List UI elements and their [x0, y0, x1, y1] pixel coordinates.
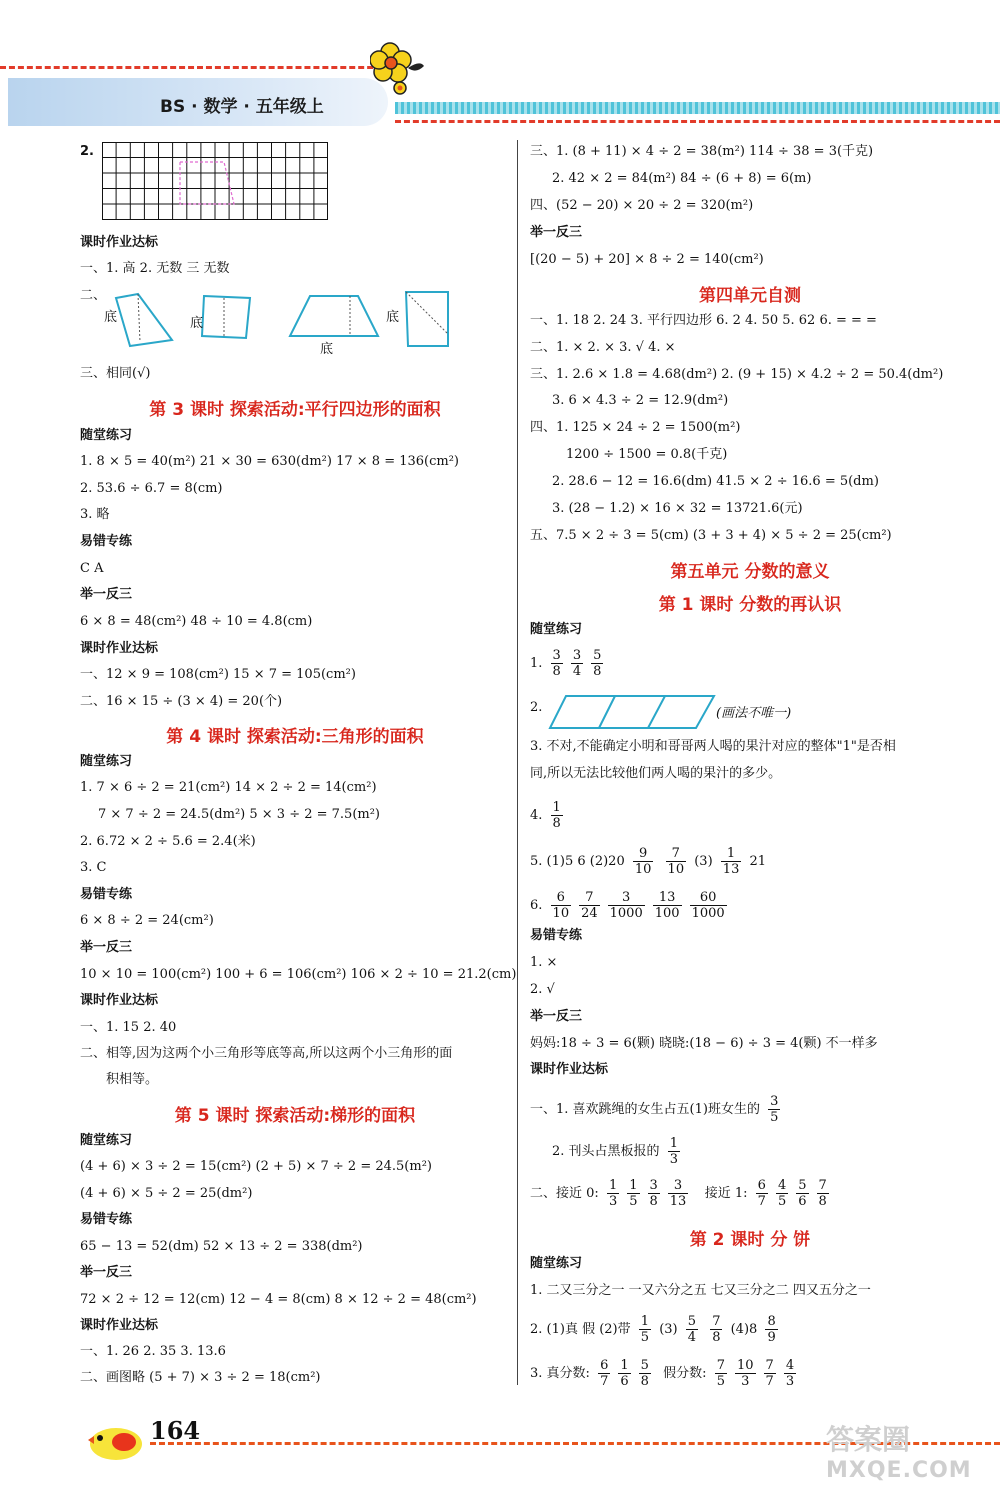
denominator: 8	[593, 664, 602, 679]
denominator: 3	[669, 1152, 678, 1167]
numerator: 3	[608, 890, 645, 906]
numerator: 9	[633, 846, 654, 862]
item-text: 2. 刊头占黑板报的	[552, 1144, 660, 1159]
fraction	[551, 890, 572, 921]
answer-line	[530, 700, 542, 716]
item-text: 接近 1:	[704, 1186, 748, 1201]
answer-line: C A	[80, 561, 104, 576]
fraction	[764, 1094, 784, 1125]
fraction	[776, 1178, 788, 1209]
fraction	[579, 890, 600, 921]
denominator: 3	[741, 1374, 750, 1389]
numerator: 5	[798, 1178, 807, 1193]
fraction	[591, 648, 603, 679]
fraction	[618, 1358, 630, 1389]
fraction	[571, 648, 583, 679]
numerator: 7	[712, 1314, 721, 1329]
fraction	[668, 1178, 689, 1209]
fraction	[686, 1314, 698, 1345]
numerator: 3	[770, 1094, 779, 1109]
numerator: 1	[620, 1358, 629, 1373]
fraction-group	[711, 1358, 800, 1389]
numerator: 1	[629, 1178, 638, 1193]
answer-line: 五、7.5 × 2 ÷ 3 = 5(cm) (3 + 3 + 4) × 5 ÷ 2 = 25(cm²)	[530, 528, 892, 543]
answer-line: 2. 28.6 − 12 = 16.6(dm) 41.5 × 2 ÷ 16.6 = 5(dm)	[552, 474, 879, 489]
item-1: 1.	[530, 656, 543, 671]
answer-line: [(20 − 5) + 20] × 8 ÷ 2 = 140(cm²)	[530, 252, 764, 267]
answer-line: 二、	[80, 288, 107, 303]
numerator: 6	[551, 890, 572, 906]
numerator: 3	[552, 648, 561, 663]
denominator: 1000	[691, 906, 725, 921]
fraction	[768, 1094, 780, 1125]
fraction	[710, 1314, 722, 1345]
header-title: BS · 数学 · 五年级上	[160, 97, 324, 117]
fraction-group	[547, 800, 567, 831]
answer-line: 三、相同(√)	[80, 366, 151, 381]
label-base: 底	[104, 310, 118, 325]
denominator: 8	[552, 664, 561, 679]
section-label: 随堂练习	[530, 622, 583, 637]
numerator: 1	[608, 1178, 618, 1193]
section-label: 举一反三	[80, 940, 133, 955]
denominator: 6	[620, 1374, 629, 1389]
answer-line	[530, 800, 567, 831]
answer-line	[530, 1178, 833, 1209]
label-base: 底	[320, 342, 334, 357]
numerator: 7	[818, 1178, 827, 1193]
answer-line: 2. 53.6 ÷ 6.7 = 8(cm)	[80, 481, 223, 496]
flower-icon	[370, 42, 426, 102]
answer-line: 1. 7 × 6 ÷ 2 = 21(cm²) 14 × 2 ÷ 2 = 14(cm²)	[80, 780, 377, 795]
section-label: 易错专练	[80, 887, 133, 902]
fraction	[639, 1314, 651, 1345]
fraction	[796, 1178, 808, 1209]
numerator: 4	[785, 1358, 795, 1373]
lesson-heading: 第 3 课时 探索活动:平行四边形的面积	[149, 400, 441, 420]
grid-figure	[102, 142, 328, 220]
fraction-group	[752, 1178, 833, 1209]
item-5-a: 5. (1)5 6 (2)20	[530, 854, 625, 869]
section-label: 举一反三	[80, 1265, 133, 1280]
answer-line: 3. C	[80, 860, 107, 875]
fraction-group	[603, 1178, 692, 1209]
section-label: 易错专练	[80, 1212, 133, 1227]
numerator: 3	[668, 1178, 689, 1194]
numerator: 5	[640, 1358, 649, 1373]
denominator: 7	[765, 1374, 774, 1389]
fraction	[633, 846, 654, 877]
answer-line: 一、1. 高 2. 无数 三 无数	[80, 261, 230, 276]
denominator: 13	[669, 1194, 687, 1209]
denominator: 8	[818, 1194, 827, 1209]
section-label: 课时作业达标	[530, 1062, 609, 1077]
numerator: 4	[777, 1178, 787, 1193]
fraction	[817, 1178, 829, 1209]
item-2: 2.	[530, 700, 543, 715]
bird-icon	[82, 1418, 148, 1462]
answer-line: 二、16 × 15 ÷ (3 × 4) = 20(个)	[80, 694, 283, 709]
answer-line: 妈妈:18 ÷ 3 = 6(颗) 晓晓:(18 − 6) ÷ 3 = 4(颗) 不一样多	[530, 1036, 878, 1051]
item-5-b: (3)	[694, 854, 713, 869]
answer-line	[530, 1094, 784, 1125]
drawing-note: (画法不唯一)	[716, 706, 792, 721]
fraction-group	[547, 648, 608, 679]
answer-line: 2. √	[530, 982, 555, 997]
answer-line: 二、1. × 2. × 3. √ 4. ×	[530, 340, 676, 355]
answer-line: 一、1. 18 2. 24 3. 平行四边形 6. 2 4. 50 5. 62 6. = = =	[530, 313, 877, 328]
section-label: 随堂练习	[530, 1256, 583, 1271]
parallelogram-figure	[548, 694, 718, 730]
fraction	[764, 1358, 776, 1389]
watermark: 答案圈	[826, 1423, 911, 1456]
header-dashed-line	[0, 66, 400, 69]
item-text: 假分数:	[663, 1366, 707, 1381]
item-text: 2. (1)真 假 (2)带	[530, 1322, 631, 1337]
fraction	[639, 1358, 651, 1389]
answer-line	[530, 648, 607, 679]
fraction	[761, 1314, 781, 1345]
answer-line: 3. 6 × 4.3 ÷ 2 = 12.9(dm²)	[552, 393, 729, 408]
fraction	[668, 1136, 680, 1167]
label-base: 底	[386, 310, 400, 325]
answer-line: 三、1. (8 + 11) × 4 ÷ 2 = 38(m²) 114 ÷ 38 = 3(千克)	[530, 144, 874, 159]
item-text: (3)	[659, 1322, 678, 1337]
answer-line: 2. 6.72 × 2 ÷ 5.6 = 2.4(米)	[80, 834, 256, 849]
denominator: 24	[581, 906, 598, 921]
numerator: 3	[572, 648, 582, 663]
shapes-figure	[100, 288, 480, 360]
denominator: 3	[608, 1194, 618, 1209]
denominator: 5	[629, 1194, 638, 1209]
section-label: 举一反三	[80, 587, 133, 602]
fraction	[635, 1314, 655, 1345]
answer-line: 3. 略	[80, 507, 110, 522]
section-label: 课时作业达标	[80, 1318, 159, 1333]
denominator: 5	[716, 1374, 725, 1389]
fraction	[653, 890, 682, 921]
fraction-group	[594, 1358, 655, 1389]
section-label: 课时作业达标	[80, 641, 159, 656]
answer-line: 二、相等,因为这两个小三角形等底等高,所以这两个小三角形的面	[80, 1046, 453, 1061]
numerator: 1	[552, 800, 561, 815]
item-6: 6.	[530, 898, 543, 913]
item-text: (4)8	[730, 1322, 758, 1337]
answer-line: 一、12 × 9 = 108(cm²) 15 × 7 = 105(cm²)	[80, 667, 356, 682]
answer-line	[530, 890, 731, 921]
answer-line	[552, 1136, 684, 1167]
watermark-url: MXQE.COM	[826, 1458, 972, 1483]
denominator: 8	[640, 1374, 649, 1389]
numerator: 6	[600, 1358, 609, 1373]
answer-line	[530, 1314, 782, 1345]
denominator: 10	[552, 906, 570, 921]
item-5-c: 21	[749, 854, 767, 869]
fraction	[706, 1314, 726, 1345]
answer-line	[530, 1358, 800, 1389]
answer-line: 6 × 8 = 48(cm²) 48 ÷ 10 = 4.8(cm)	[80, 614, 313, 629]
unit-heading: 第五单元 分数的意义	[670, 562, 830, 582]
label-base: 底	[190, 316, 204, 331]
numerator: 10	[736, 1358, 754, 1373]
answer-line: 1. ×	[530, 955, 558, 970]
section-label: 随堂练习	[80, 1133, 133, 1148]
numerator: 8	[767, 1314, 776, 1329]
numerator: 3	[649, 1178, 658, 1193]
denominator: 10	[667, 862, 685, 877]
denominator: 13	[722, 862, 740, 877]
numerator: 7	[579, 890, 600, 906]
section-label: 随堂练习	[80, 428, 133, 443]
section-label: 课时作业达标	[80, 993, 159, 1008]
numerator: 7	[765, 1358, 774, 1373]
answer-line: 7 × 7 ÷ 2 = 24.5(dm²) 5 × 3 ÷ 2 = 7.5(m²)	[98, 807, 381, 822]
column-divider	[517, 140, 518, 1385]
denominator: 8	[712, 1330, 721, 1345]
answer-line: 一、1. 15 2. 40	[80, 1020, 177, 1035]
answer-line: 2. 42 × 2 = 84(m²) 84 ÷ (6 + 8) = 6(m)	[552, 171, 812, 186]
denominator: 4	[572, 664, 582, 679]
numerator: 1	[640, 1314, 650, 1329]
fraction	[682, 1314, 702, 1345]
unit-heading: 第四单元自测	[699, 286, 801, 306]
answer-line: 72 × 2 ÷ 12 = 12(cm) 12 − 4 = 8(cm) 8 × 12 ÷ 2 = 48(cm²)	[80, 1292, 477, 1307]
fraction	[765, 1314, 777, 1345]
fraction	[784, 1358, 796, 1389]
denominator: 8	[649, 1194, 658, 1209]
numerator: 5	[593, 648, 602, 663]
answer-line: 10 × 10 = 100(cm²) 100 + 6 = 106(cm²) 106 × 2 ÷ 10 = 21.2(cm)	[80, 967, 517, 982]
fraction	[648, 1178, 660, 1209]
lesson-heading: 第 5 课时 探索活动:梯形的面积	[174, 1106, 416, 1126]
denominator: 7	[757, 1194, 766, 1209]
fraction	[551, 648, 563, 679]
answer-line: 同,所以无法比较他们两人喝的果汁的多少。	[530, 766, 782, 781]
item-4: 4.	[530, 808, 543, 823]
answer-line: 一、1. 26 2. 35 3. 13.6	[80, 1344, 226, 1359]
fraction-group	[547, 890, 731, 921]
fraction	[666, 846, 687, 877]
fraction	[715, 1358, 727, 1389]
page-number: 164	[150, 1416, 201, 1445]
item-2: 2.	[80, 144, 94, 159]
numerator: 5	[687, 1314, 697, 1329]
fraction	[662, 846, 691, 877]
denominator: 8	[552, 816, 561, 831]
answer-line: 65 − 13 = 52(dm) 52 × 13 ÷ 2 = 338(dm²)	[80, 1239, 363, 1254]
header-stripe	[395, 102, 1000, 114]
fraction	[608, 890, 645, 921]
lesson-heading: 第 2 课时 分 饼	[689, 1230, 811, 1250]
answer-line: (4 + 6) × 5 ÷ 2 = 25(dm²)	[80, 1186, 253, 1201]
denominator: 1000	[609, 906, 643, 921]
lesson-heading: 第 1 课时 分数的再认识	[658, 595, 842, 615]
answer-line: 四、1. 125 × 24 ÷ 2 = 1500(m²)	[530, 420, 741, 435]
numerator: 13	[653, 890, 682, 906]
fraction	[756, 1178, 768, 1209]
denominator: 5	[777, 1194, 787, 1209]
item-text: 3. 真分数:	[530, 1366, 590, 1381]
numerator: 6	[757, 1178, 766, 1193]
fraction	[629, 846, 658, 877]
answer-line: 3. (28 − 1.2) × 16 × 32 = 13721.6(元)	[552, 501, 803, 516]
answer-line: 6 × 8 ÷ 2 = 24(cm²)	[80, 913, 214, 928]
answer-line: (4 + 6) × 3 ÷ 2 = 15(cm²) (2 + 5) × 7 ÷ 2 = 24.5(m²)	[80, 1159, 432, 1174]
fraction	[551, 800, 563, 831]
section-label: 举一反三	[530, 225, 583, 240]
fraction	[717, 846, 746, 877]
numerator: 60	[690, 890, 727, 906]
page-header	[0, 0, 1000, 140]
answer-line	[530, 846, 766, 877]
denominator: 6	[798, 1194, 807, 1209]
fraction	[735, 1358, 756, 1389]
answer-line: 四、(52 − 20) × 20 ÷ 2 = 320(m²)	[530, 198, 754, 213]
section-label: 课时作业达标	[80, 235, 159, 250]
denominator: 100	[654, 906, 680, 921]
section-label: 易错专练	[80, 534, 133, 549]
fraction	[607, 1178, 619, 1209]
denominator: 5	[770, 1110, 779, 1125]
answer-line: 二、画图略 (5 + 7) × 3 ÷ 2 = 18(cm²)	[80, 1370, 321, 1385]
denominator: 10	[634, 862, 652, 877]
header-dashed-line-2	[395, 120, 1000, 123]
fraction	[721, 846, 742, 877]
fraction	[690, 890, 727, 921]
denominator: 3	[785, 1374, 795, 1389]
section-label: 易错专练	[530, 928, 583, 943]
answer-line: 1. 8 × 5 = 40(m²) 21 × 30 = 630(dm²) 17 × 8 = 136(cm²)	[80, 454, 459, 469]
answer-line: 1. 二又三分之一 一又六分之五 七又三分之二 四又五分之一	[530, 1283, 871, 1298]
answer-line: 1200 ÷ 1500 = 0.8(千克)	[566, 447, 728, 462]
lesson-heading: 第 4 课时 探索活动:三角形的面积	[166, 727, 424, 747]
numerator: 7	[666, 846, 687, 862]
numerator: 1	[669, 1136, 678, 1151]
fraction	[627, 1178, 639, 1209]
item-text: 一、1. 喜欢跳绳的女生占五(1)班女生的	[530, 1102, 760, 1117]
section-label: 随堂练习	[80, 754, 133, 769]
answer-line: 3. 不对,不能确定小明和哥哥两人喝的果汁对应的整体"1"是否相	[530, 739, 896, 754]
fraction	[598, 1358, 610, 1389]
fraction	[664, 1136, 684, 1167]
denominator: 7	[600, 1374, 609, 1389]
item-text: 二、接近 0:	[530, 1186, 599, 1201]
numerator: 7	[716, 1358, 725, 1373]
answer-line: 积相等。	[106, 1072, 159, 1087]
denominator: 9	[767, 1330, 776, 1345]
numerator: 1	[721, 846, 742, 862]
section-label: 举一反三	[530, 1009, 583, 1024]
answer-line: 三、1. 2.6 × 1.8 = 4.68(dm²) 2. (9 + 15) × 4.2 ÷ 2 = 50.4(dm²)	[530, 367, 944, 382]
denominator: 5	[640, 1330, 650, 1345]
denominator: 4	[687, 1330, 697, 1345]
